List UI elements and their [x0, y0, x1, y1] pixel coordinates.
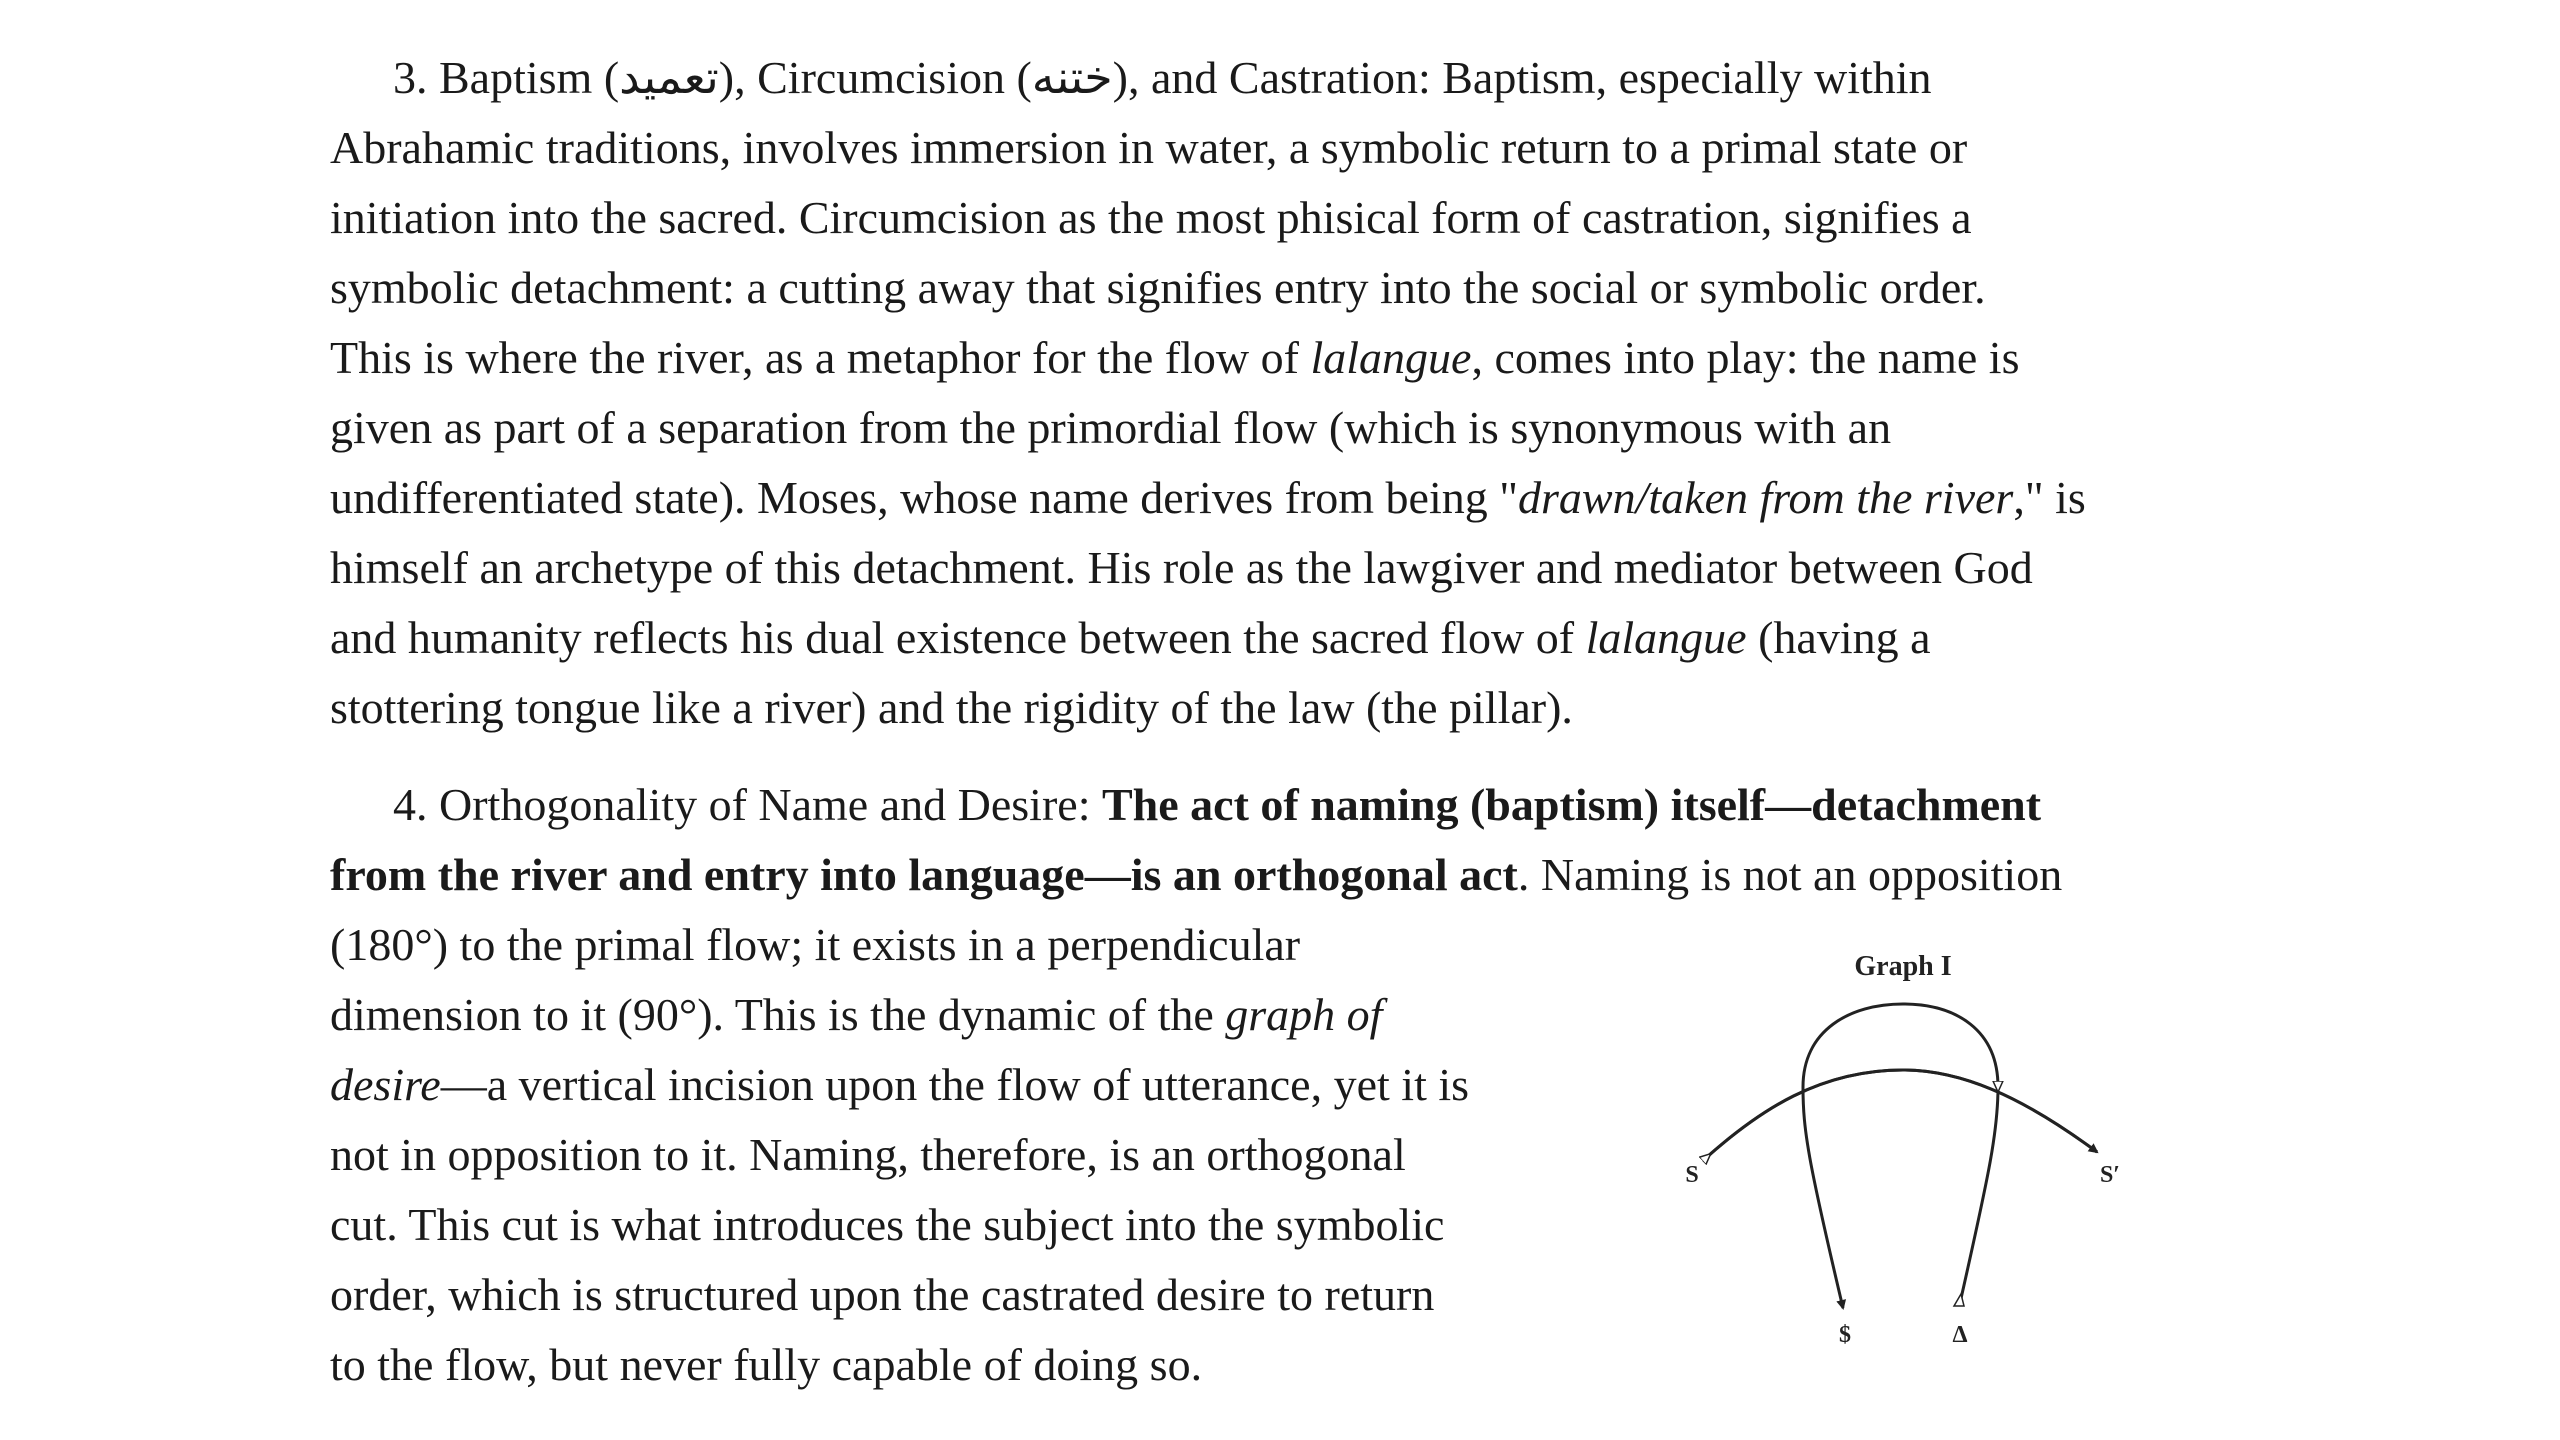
paragraph-baptism-circumcision — [330, 43, 2086, 743]
text-line — [330, 840, 2062, 910]
text-line — [330, 323, 2086, 393]
text-run: order, which is structured upon the castrated desire to return — [330, 1269, 1435, 1320]
text-run: stottering tongue like a river) and the rigidity of the law (the pillar). — [330, 682, 1573, 733]
text-run: to the flow, but never fully capable of doing so. — [330, 1339, 1203, 1390]
text-run: , comes into play: the name is — [1471, 332, 2020, 383]
text-run: (180°) to the primal flow; it exists in a perpendicular — [330, 919, 1301, 970]
text-line — [330, 463, 2086, 533]
bold-text: from the river and entry into language—is an orthogonal act — [330, 849, 1518, 900]
text-line — [330, 183, 2086, 253]
text-line — [330, 1190, 2062, 1260]
text-line — [330, 980, 2062, 1050]
text-line — [330, 253, 2086, 323]
text-line — [330, 393, 2086, 463]
label-s-prime: S′ — [2099, 1162, 2121, 1188]
text-line — [330, 910, 2062, 980]
text-run: 3. Baptism (تعميد), Circumcision (ختنه), and Castration: Baptism, especially within — [393, 52, 1932, 103]
text-line — [330, 43, 2086, 113]
text-run: Abrahamic traditions, involves immersion in water, a symbolic return to a primal state or — [330, 122, 1968, 173]
italic-text: lalangue — [1310, 332, 1472, 383]
text-run: and humanity reflects his dual existence between the sacred flow of — [330, 612, 1586, 663]
text-run: given as part of a separation from the primordial flow (which is synonymous with an — [330, 402, 1892, 453]
label-delta: Δ — [1952, 1322, 1968, 1348]
text-line — [330, 673, 2086, 743]
text-line — [330, 1260, 2062, 1330]
text-run: —a vertical incision upon the flow of utterance, yet it is — [440, 1059, 1470, 1110]
text-run: initiation into the sacred. Circumcision as the most phisical form of castration, signifies a — [330, 192, 1972, 243]
text-run: cut. This cut is what introduces the subject into the symbolic — [330, 1199, 1445, 1250]
bold-text: The act of naming (baptism) itself—detachment — [1101, 779, 2042, 830]
graph-title: Graph I — [1854, 951, 1952, 982]
text-line — [330, 533, 2086, 603]
text-line — [330, 113, 2086, 183]
text-run: undifferentiated state). Moses, whose name derives from being " — [330, 472, 1519, 523]
italic-text: lalangue — [1585, 612, 1747, 663]
italic-text: desire — [330, 1059, 441, 1110]
italic-text: graph of — [1225, 989, 1383, 1040]
text-line — [330, 1120, 2062, 1190]
text-line — [330, 770, 2062, 840]
italic-text: drawn/taken from the river — [1518, 472, 2014, 523]
text-run: This is where the river, as a metaphor for the flow of — [330, 332, 1311, 383]
text-run: himself an archetype of this detachment. His role as the lawgiver and mediator between God — [330, 542, 2033, 593]
text-run: (having a — [1746, 612, 1931, 663]
text-run: not in opposition to it. Naming, therefore, is an orthogonal — [330, 1129, 1406, 1180]
label-barred-s: $ — [1839, 1322, 1851, 1348]
paragraph-orthogonality — [330, 770, 2062, 1400]
text-run: ," is — [2013, 472, 2086, 523]
text-run: dimension to it (90°). This is the dynamic of the — [330, 989, 1226, 1040]
label-s: S — [1685, 1162, 1699, 1188]
text-line — [330, 1050, 2062, 1120]
text-line — [330, 603, 2086, 673]
text-run: symbolic detachment: a cutting away that signifies entry into the social or symbolic order. — [330, 262, 1986, 313]
text-line — [330, 1330, 2062, 1400]
text-run: . Naming is not an opposition — [1517, 849, 2063, 900]
text-run: 4. Orthogonality of Name and Desire: — [393, 779, 1102, 830]
